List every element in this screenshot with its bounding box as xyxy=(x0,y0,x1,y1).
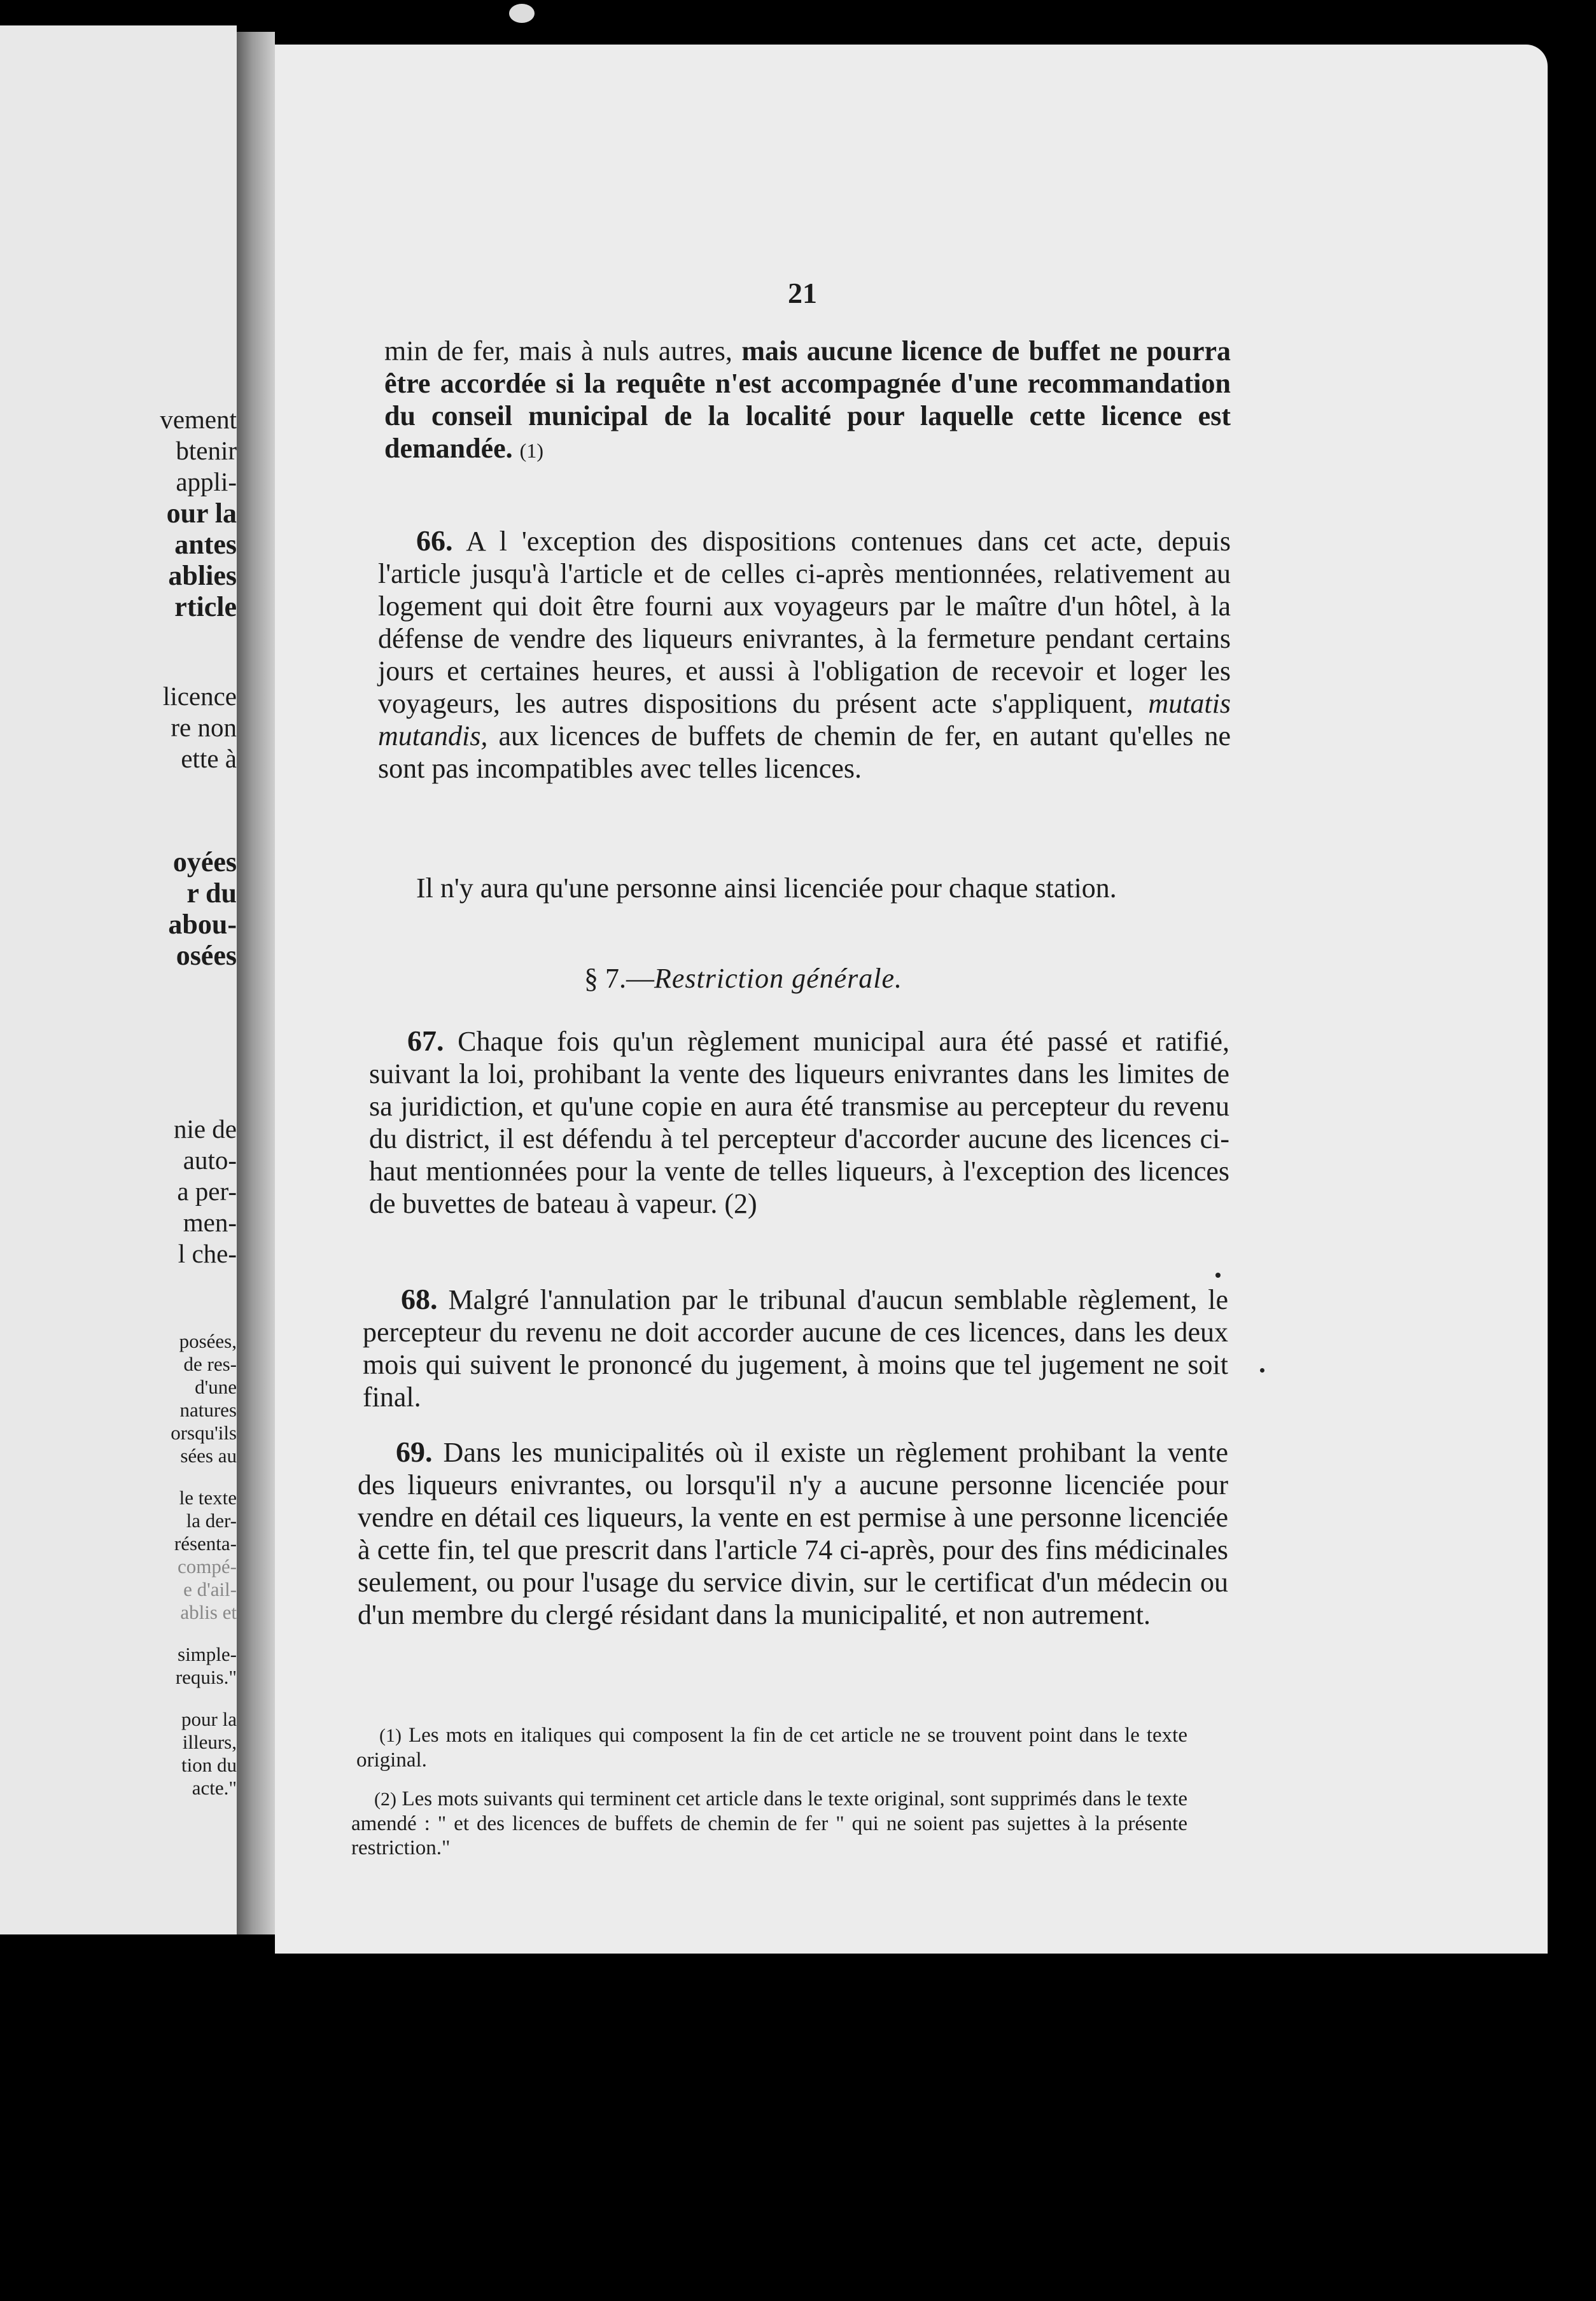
left-line: nie de xyxy=(173,1114,237,1144)
scan-speck xyxy=(509,4,535,23)
left-note-line: résenta- xyxy=(174,1532,237,1555)
article-68 xyxy=(363,1283,1228,1413)
footnote-text: Les mots en italiques qui composent la fin de cet article ne se trouvent point dans le texte original. xyxy=(356,1724,1187,1772)
article-66-italic: mutatis mutandis, xyxy=(378,688,1231,752)
left-note-line: la der- xyxy=(186,1509,237,1532)
left-page-fragment-lower xyxy=(46,1114,237,1269)
article-number: 66. xyxy=(416,524,453,557)
article-69 xyxy=(358,1436,1228,1631)
page xyxy=(275,45,1548,1954)
section-heading-prefix: § 7.— xyxy=(584,963,654,994)
article-number: 69. xyxy=(396,1436,433,1468)
left-page-fragment-top xyxy=(46,404,237,622)
article-66-text-end: aux licences de buffets de chemin de fer, en autant qu'elles ne sont pas incompatibles avec telles licences. xyxy=(378,720,1231,784)
left-note-line: ablis et xyxy=(180,1601,237,1623)
left-line: oyées xyxy=(172,846,237,878)
left-note-line: le texte xyxy=(179,1486,237,1509)
article-66 xyxy=(378,524,1231,785)
article-number: 68. xyxy=(401,1283,438,1315)
left-line: re non xyxy=(171,713,237,742)
left-page-notes xyxy=(46,1330,237,1800)
left-line: antes xyxy=(174,529,237,560)
left-note-line: acte." xyxy=(192,1777,237,1799)
section-heading-title: Restriction générale. xyxy=(654,963,903,994)
left-line: auto- xyxy=(183,1145,237,1175)
article-66-text: A l 'exception des dispositions contenues dans cet acte, depuis l'article jusqu'à l'article et de celles ci-après mentionnées, relativement au logement qui doit être fourni aux voyageurs par le maître d'un hôtel, à la défense de vendre des liqueurs enivrantes, à la fermeture pendant certains jours et certaines heures, et aussi à l'obligation de recevoir et loger les voyageurs, les autres dispositions du présent acte s'appliquent, xyxy=(378,526,1231,719)
scan-speck xyxy=(1215,1273,1221,1278)
footnote-2 xyxy=(351,1787,1187,1860)
page-number: 21 xyxy=(788,277,817,309)
left-line: licence xyxy=(162,682,237,711)
footnote-text: Les mots suivants qui terminent cet article dans le texte original, sont supprimés dans le texte amendé : " et des licences de buffets de chemin de fer " qui ne soient pas sujettes à la présente restriction." xyxy=(351,1787,1188,1859)
left-note-line: compé- xyxy=(178,1555,237,1577)
left-line: l che- xyxy=(178,1239,237,1268)
article-69-text: Dans les municipalités où il existe un règlement prohibant la vente des liqueurs enivrantes, ou lorsqu'il n'y a aucune personne licenciée pour vendre en détail ces liqueurs, la vente en est permise à une personne licenciée à cette fin, tel que prescrit dans l'article 74 ci-après, pour des fins médicinales seulement, ou pour l'usage du service divin, sur le certificat d'un médecin ou d'un membre du clergé résidant dans la municipalité, et non autrement. xyxy=(358,1437,1228,1630)
section-heading xyxy=(584,962,902,995)
left-note-line: posées, xyxy=(179,1330,237,1352)
left-line: abou- xyxy=(168,909,237,940)
left-line: rticle xyxy=(174,591,237,622)
intro-paragraph xyxy=(384,335,1231,467)
left-line: a per- xyxy=(177,1177,237,1206)
left-note-line: orsqu'ils xyxy=(171,1422,237,1444)
left-line: appli- xyxy=(176,467,237,496)
article-68-text: Malgré l'annulation par le tribunal d'aucun semblable règlement, le percepteur du revenu ne doit accorder aucune de ces licences, dans les deux mois qui suivent le prononcé du jugement, à moins que tel jugement ne soit final. xyxy=(363,1284,1228,1413)
footnote-1 xyxy=(356,1723,1187,1772)
left-note-line: illeurs, xyxy=(182,1731,237,1753)
scan-speck xyxy=(1260,1368,1264,1373)
left-line: btenir xyxy=(176,436,237,465)
left-note-line: natures xyxy=(179,1399,237,1421)
left-note-line: d'une xyxy=(195,1376,237,1398)
left-note-line: de res- xyxy=(183,1353,237,1375)
left-page-fragment-bold xyxy=(46,846,237,971)
left-note-line: pour la xyxy=(181,1708,237,1730)
left-note-line: tion du xyxy=(181,1754,237,1776)
footnote-mark: (2) xyxy=(374,1789,396,1810)
left-note-line: simple- xyxy=(178,1643,237,1665)
left-line: our la xyxy=(166,498,237,529)
left-line: osées xyxy=(176,940,237,971)
footnote-mark: (1) xyxy=(379,1725,402,1746)
intro-plain-text: min de fer, mais à nuls autres, xyxy=(384,335,732,367)
left-note-line: e d'ail- xyxy=(183,1578,237,1600)
footnote-ref-1: (1) xyxy=(519,439,543,462)
left-note-line: sées au xyxy=(180,1444,237,1467)
previous-page xyxy=(0,25,237,1934)
left-line: men- xyxy=(183,1208,237,1237)
left-note-line: requis." xyxy=(175,1666,237,1688)
left-page-fragment-mid xyxy=(46,681,237,774)
left-line: ette à xyxy=(181,744,237,773)
article-66-second-paragraph: Il n'y aura qu'une personne ainsi licenciée pour chaque station. xyxy=(416,872,1117,904)
page-gutter-shadow xyxy=(237,32,275,1934)
article-67 xyxy=(369,1025,1229,1220)
left-line: r du xyxy=(186,878,237,909)
article-number: 67. xyxy=(407,1025,444,1057)
intro-bold-text: mais aucune licence de buffet ne pourra être accordée si la requête n'est accompagnée d'une recommandation du conseil municipal de la localité pour laquelle cette licence est demandée. xyxy=(384,335,1231,464)
article-67-text: Chaque fois qu'un règlement municipal aura été passé et ratifié, suivant la loi, prohibant la vente des liqueurs enivrantes dans les limites de sa juridiction, et qu'une copie en aura été transmise au percepteur du revenu du district, il est défendu à tel percepteur d'accorder aucune des licences ci-haut mentionnées pour la vente de telles liqueurs, à l'exception des licences de buvettes de bateau à vapeur. (2) xyxy=(369,1026,1230,1219)
left-line: ablies xyxy=(168,560,237,591)
left-line: vement xyxy=(160,405,237,434)
